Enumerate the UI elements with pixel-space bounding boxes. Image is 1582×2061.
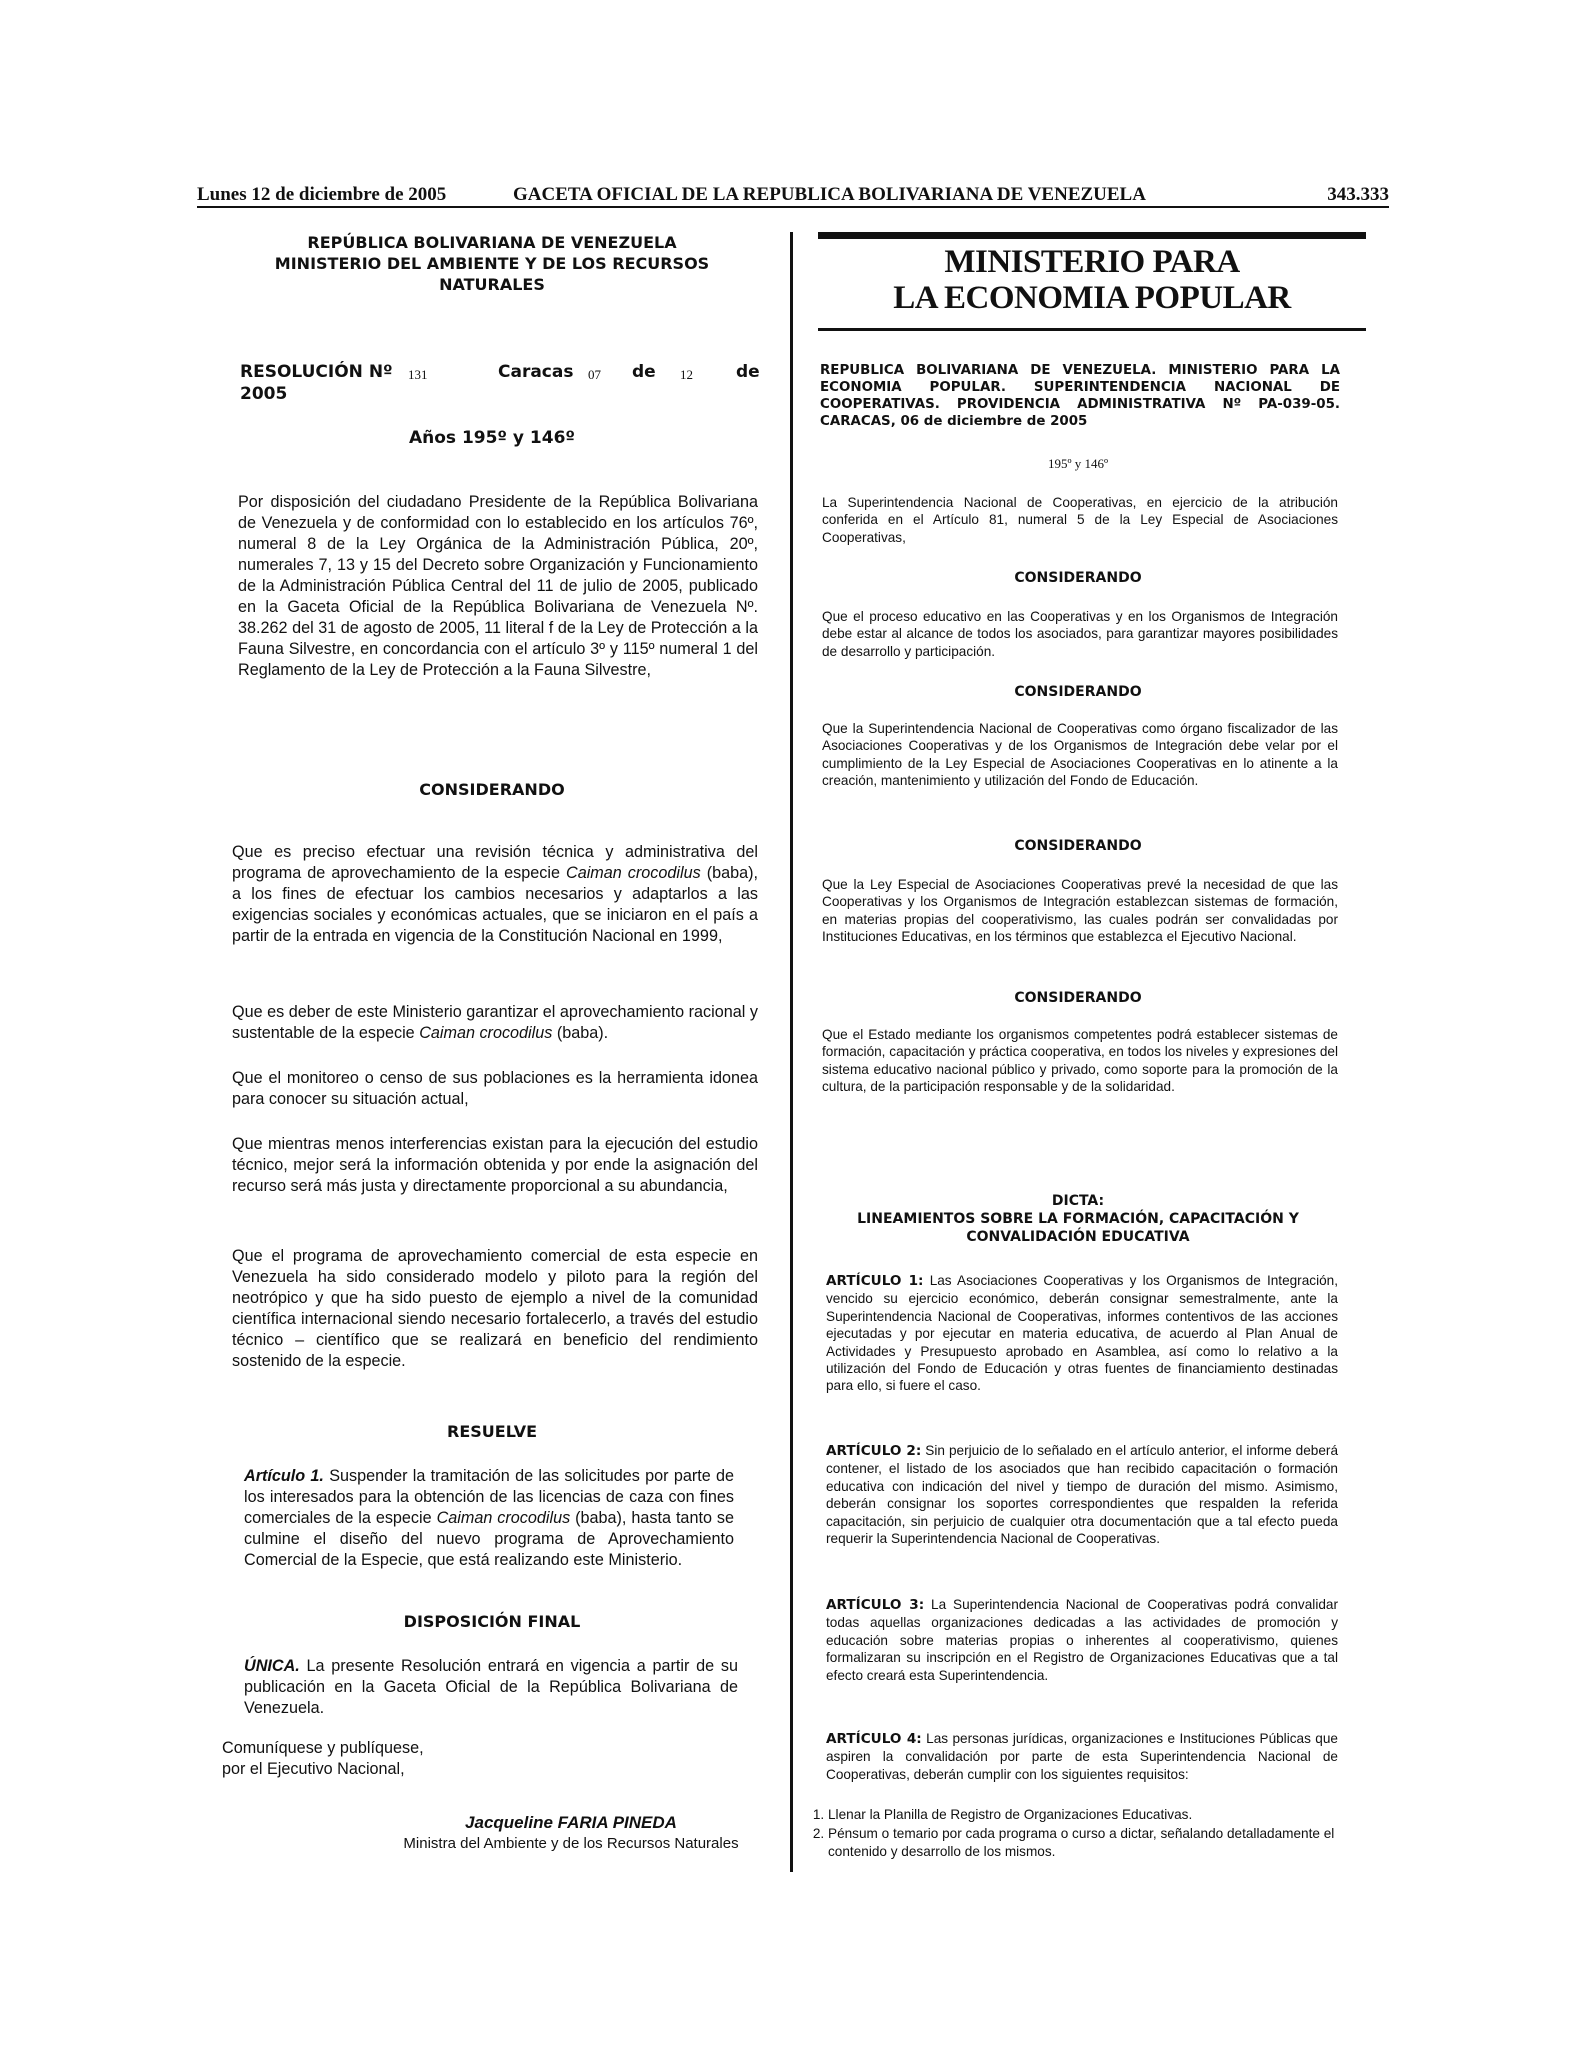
right-article-2-text: Sin perjuicio de lo señalado en el artículo anterior, el informe deberá contener, el listado de los asociados que han recibido capacitación o formación educativa con indicación del nivel y tiempo de duración del mismo. Asimismo, deberán consignar los soportes correspondientes que respalden la referida capacitación, sin perjuicio de cualquier otra documentación que a tal efecto pueda requerir la Superintendencia Nacional de Cooperativas. [826,1443,1338,1547]
right-article-4-label: ARTÍCULO 4: [826,1731,922,1747]
left-considerando-5: Que el programa de aprovechamiento comercial de esta especie en Venezuela ha sido considerado modelo y piloto para la región del neotrópico y que ha sido puesto de ejemplo a nivel de la comunidad científica internacional siendo necesario fortalecerlo, a través del estudio técnico – científico que se realizará en beneficio del rendimiento sostenido de la especie. [232,1247,758,1370]
c1-species: Caiman crocodilus [566,864,701,882]
right-considerando-heading-1: CONSIDERANDO [1014,570,1142,586]
left-considerando-3: Que el monitoreo o censo de sus poblaciones es la herramienta idonea para conocer su situación actual, [232,1069,758,1108]
issuer-line-3: NATURALES [439,275,545,294]
resolution-number: 131 [408,367,428,382]
resuelve-heading: RESUELVE [447,1422,537,1441]
left-considerando-1 [232,842,758,947]
resolution-de-2: de [736,362,760,382]
running-header [197,184,1389,206]
right-considerando-heading-2: CONSIDERANDO [1014,684,1142,700]
signer-name: Jacqueline FARIA PINEDA [465,1813,677,1832]
resolution-label: RESOLUCIÓN Nº [240,362,393,382]
right-article-4-text: Las personas jurídicas, organizaciones e Instituciones Públicas que aspiren la convalidación por parte de esta Superintendencia Nacional de Cooperativas, deberán cumplir con los siguientes requisitos: [826,1731,1338,1782]
column-divider [790,232,793,1872]
signature-block [376,1812,766,1854]
right-considerando-1: Que el proceso educativo en las Cooperativas y en los Organismos de Integración debe estar al alcance de todos los asociados, para garantizar mayores posibilidades de desarrollo y participación. [822,609,1338,659]
closing-line-2: por el Ejecutivo Nacional, [222,1760,405,1778]
unica-paragraph [244,1656,738,1719]
lineamientos-line-1: LINEAMIENTOS SOBRE LA FORMACIÓN, CAPACITACIÓN Y [857,1211,1299,1227]
c2-text-b: (baba). [552,1024,609,1042]
closing-formula [222,1738,622,1780]
dicta-heading: DICTA: [1051,1193,1105,1209]
unica-text: La presente Resolución entrará en vigencia a partir de su publicación en la Gaceta Oficial de la República Bolivariana de Venezuela. [244,1657,738,1717]
issuer-line-1: REPÚBLICA BOLIVARIANA DE VENEZUELA [307,233,677,252]
issuer-block [222,232,762,295]
unica-label: ÚNICA. [244,1657,300,1675]
issuer-line-2: MINISTERIO DEL AMBIENTE Y DE LOS RECURSOS [274,254,710,273]
resolution-day: 07 [588,367,601,382]
right-article-3-text: La Superintendencia Nacional de Cooperativas podrá convalidar todas aquellas organizaciones dedicadas a las actividades de promoción y educación sobre materias propias o inherentes al cooperativismo, quienes formalizaran su inscripción en el Registro de Organizaciones Educativas que a tal efecto creará esta Superintendencia. [826,1597,1338,1683]
right-considerando-3: Que la Ley Especial de Asociaciones Cooperativas prevé la necesidad de que las Cooperativas y los Organismos de Integración establezcan sistemas de formación, en materias propias del cooperativismo, las cuales podrán ser convalidadas por Instituciones Educativas, en los términos que establezca el Ejecutivo Nacional. [822,877,1338,945]
banner-bottom-rule [818,328,1366,331]
preamble: La Superintendencia Nacional de Cooperativas, en ejercicio de la atribución conferida en el Artículo 81, numeral 5 de la Ley Especial de Asociaciones Cooperativas, [822,495,1338,545]
resolution-de-1: de [632,362,656,382]
header-page-number: 343.333 [1327,184,1389,205]
right-considerando-2: Que la Superintendencia Nacional de Cooperativas como órgano fiscalizador de las Asociaciones Cooperativas y de los Organismos de Integración debe velar por el cumplimiento de la Ley Especial de Asociaciones Cooperativas en lo atinente a la creación, mantenimiento y utilización del Fondo de Educación. [822,721,1338,789]
right-years: 195º y 146º [1047,456,1109,471]
ministry-title [818,244,1366,316]
c1-text-a: Que es preciso efectuar una revisión técnica y administrativa del programa de aprovechamiento de la especie [232,843,758,882]
requirement-item-1: 1. Llenar la Planilla de Registro de Organizaciones Educativas. [828,1806,1338,1823]
resolution-year: 2005 [240,384,288,404]
requirements-list [808,1806,1338,1862]
right-article-1 [826,1272,1338,1395]
left-article-1 [244,1466,734,1571]
right-considerando-4: Que el Estado mediante los organismos competentes podrá establecer sistemas de formación, capacitación y práctica cooperativa, en todos los niveles y expresiones del sistema educativo nacional público y privado, como soporte para la promoción de la cultura, de la participación responsable y de la solidaridad. [822,1027,1338,1095]
ministry-banner [818,232,1366,332]
left-considerando-heading: CONSIDERANDO [419,780,565,799]
resolution-city: Caracas [498,362,574,382]
closing-line-1: Comuníquese y publíquese, [222,1739,424,1757]
right-considerando-heading-3: CONSIDERANDO [1014,838,1142,854]
c1-text-b: (baba), a los fines de efectuar los cambios necesarios y adaptarlos a las exigencias sociales y económicas actuales, que se iniciaron en el país a partir de la entrada en vigencia de la Constitución Nacional en 1999, [232,864,758,945]
right-article-3-label: ARTÍCULO 3: [826,1597,925,1613]
left-considerando-4: Que mientras menos interferencias existan para la ejecución del estudio técnico, mejor será la información obtenida y por ende la asignación del recurso será más justa y directamente proporcional a su abundancia, [232,1135,758,1195]
lineamientos-line-2: CONVALIDACIÓN EDUCATIVA [966,1229,1190,1245]
providencia-header: REPUBLICA BOLIVARIANA DE VENEZUELA. MINISTERIO PARA LA ECONOMIA POPULAR. SUPERINTENDENCIA NACIONAL DE COOPERATIVAS. PROVIDENCIA ADMINISTRATIVA Nº PA-039-05. CARACAS, 06 de diciembre de 2005 [820,363,1340,429]
c2-text-a: Que es deber de este Ministerio garantizar el aprovechamiento racional y sustentable de la especie [232,1003,758,1042]
header-rule [197,206,1389,208]
ministry-line-1: MINISTERIO PARA [944,244,1240,280]
article-1-label: Artículo 1. [244,1467,324,1485]
header-date: Lunes 12 de diciembre de 2005 [197,184,447,205]
left-intro: Por disposición del ciudadano Presidente de la República Bolivariana de Venezuela y de conformidad con lo establecido en los artículos 76º, numeral 8 de la Ley Orgánica de la Administración Pública, 20º, numerales 7, 13 y 15 del Decreto sobre Organización y Funcionamiento de la Administración Pública Central del 11 de julio de 2005, publicado en la Gaceta Oficial de la República Bolivariana de Venezuela Nº. 38.262 del 31 de agosto de 2005, 11 literal f de la Ley de Protección a la Fauna Silvestre, en concordancia con el artículo 3º y 115º numeral 1 del Reglamento de la Ley de Protección a la Fauna Silvestre, [238,493,758,679]
dicta-block [818,1192,1338,1246]
right-article-2 [826,1442,1338,1547]
article-1-text-a: Suspender la tramitación de las solicitudes por parte de los interesados para la obtención de las licencias de caza con fines comerciales de la especie [244,1467,734,1527]
right-article-4 [826,1730,1338,1783]
signer-title: Ministra del Ambiente y de los Recursos Naturales [403,1835,739,1852]
right-article-1-label: ARTÍCULO 1: [826,1273,924,1289]
header-publication: GACETA OFICIAL DE LA REPUBLICA BOLIVARIANA DE VENEZUELA [513,184,1146,205]
right-considerando-heading-4: CONSIDERANDO [1014,990,1142,1006]
resolution-month: 12 [680,367,693,382]
resolution-line [240,362,760,406]
banner-top-rule [818,232,1366,239]
disposicion-final-heading: DISPOSICIÓN FINAL [403,1612,581,1631]
right-article-2-label: ARTÍCULO 2: [826,1443,922,1459]
ministry-line-2: LA ECONOMIA POPULAR [893,280,1291,316]
article-1-species: Caiman crocodilus [436,1509,571,1527]
c2-species: Caiman crocodilus [419,1024,553,1042]
left-considerando-2 [232,1002,758,1044]
left-years: Años 195º y 146º [408,428,576,448]
article-1-text-b: (baba), hasta tanto se culmine el diseño del nuevo programa de Aprovechamiento Comercial de la Especie, que está realizando este Ministerio. [244,1509,734,1569]
requirement-item-2: 2. Pénsum o temario por cada programa o curso a dictar, señalando detalladamente el contenido y desarrollo de los mismos. [828,1825,1338,1860]
right-article-3 [826,1596,1338,1684]
right-article-1-text: Las Asociaciones Cooperativas y los Organismos de Integración, vencido su ejercicio económico, deberán consignar semestralmente, ante la Superintendencia Nacional de Cooperativas, informes contentivos de las acciones ejecutadas y por ejecutar en materia educativa, de acuerdo al Plan Anual de Actividades y Presupuesto aprobado en Asamblea, así como lo relativo a la utilización del Fondo de Educación y otras fuentes de financiamiento destinadas para ello, si fuere el caso. [826,1273,1338,1394]
